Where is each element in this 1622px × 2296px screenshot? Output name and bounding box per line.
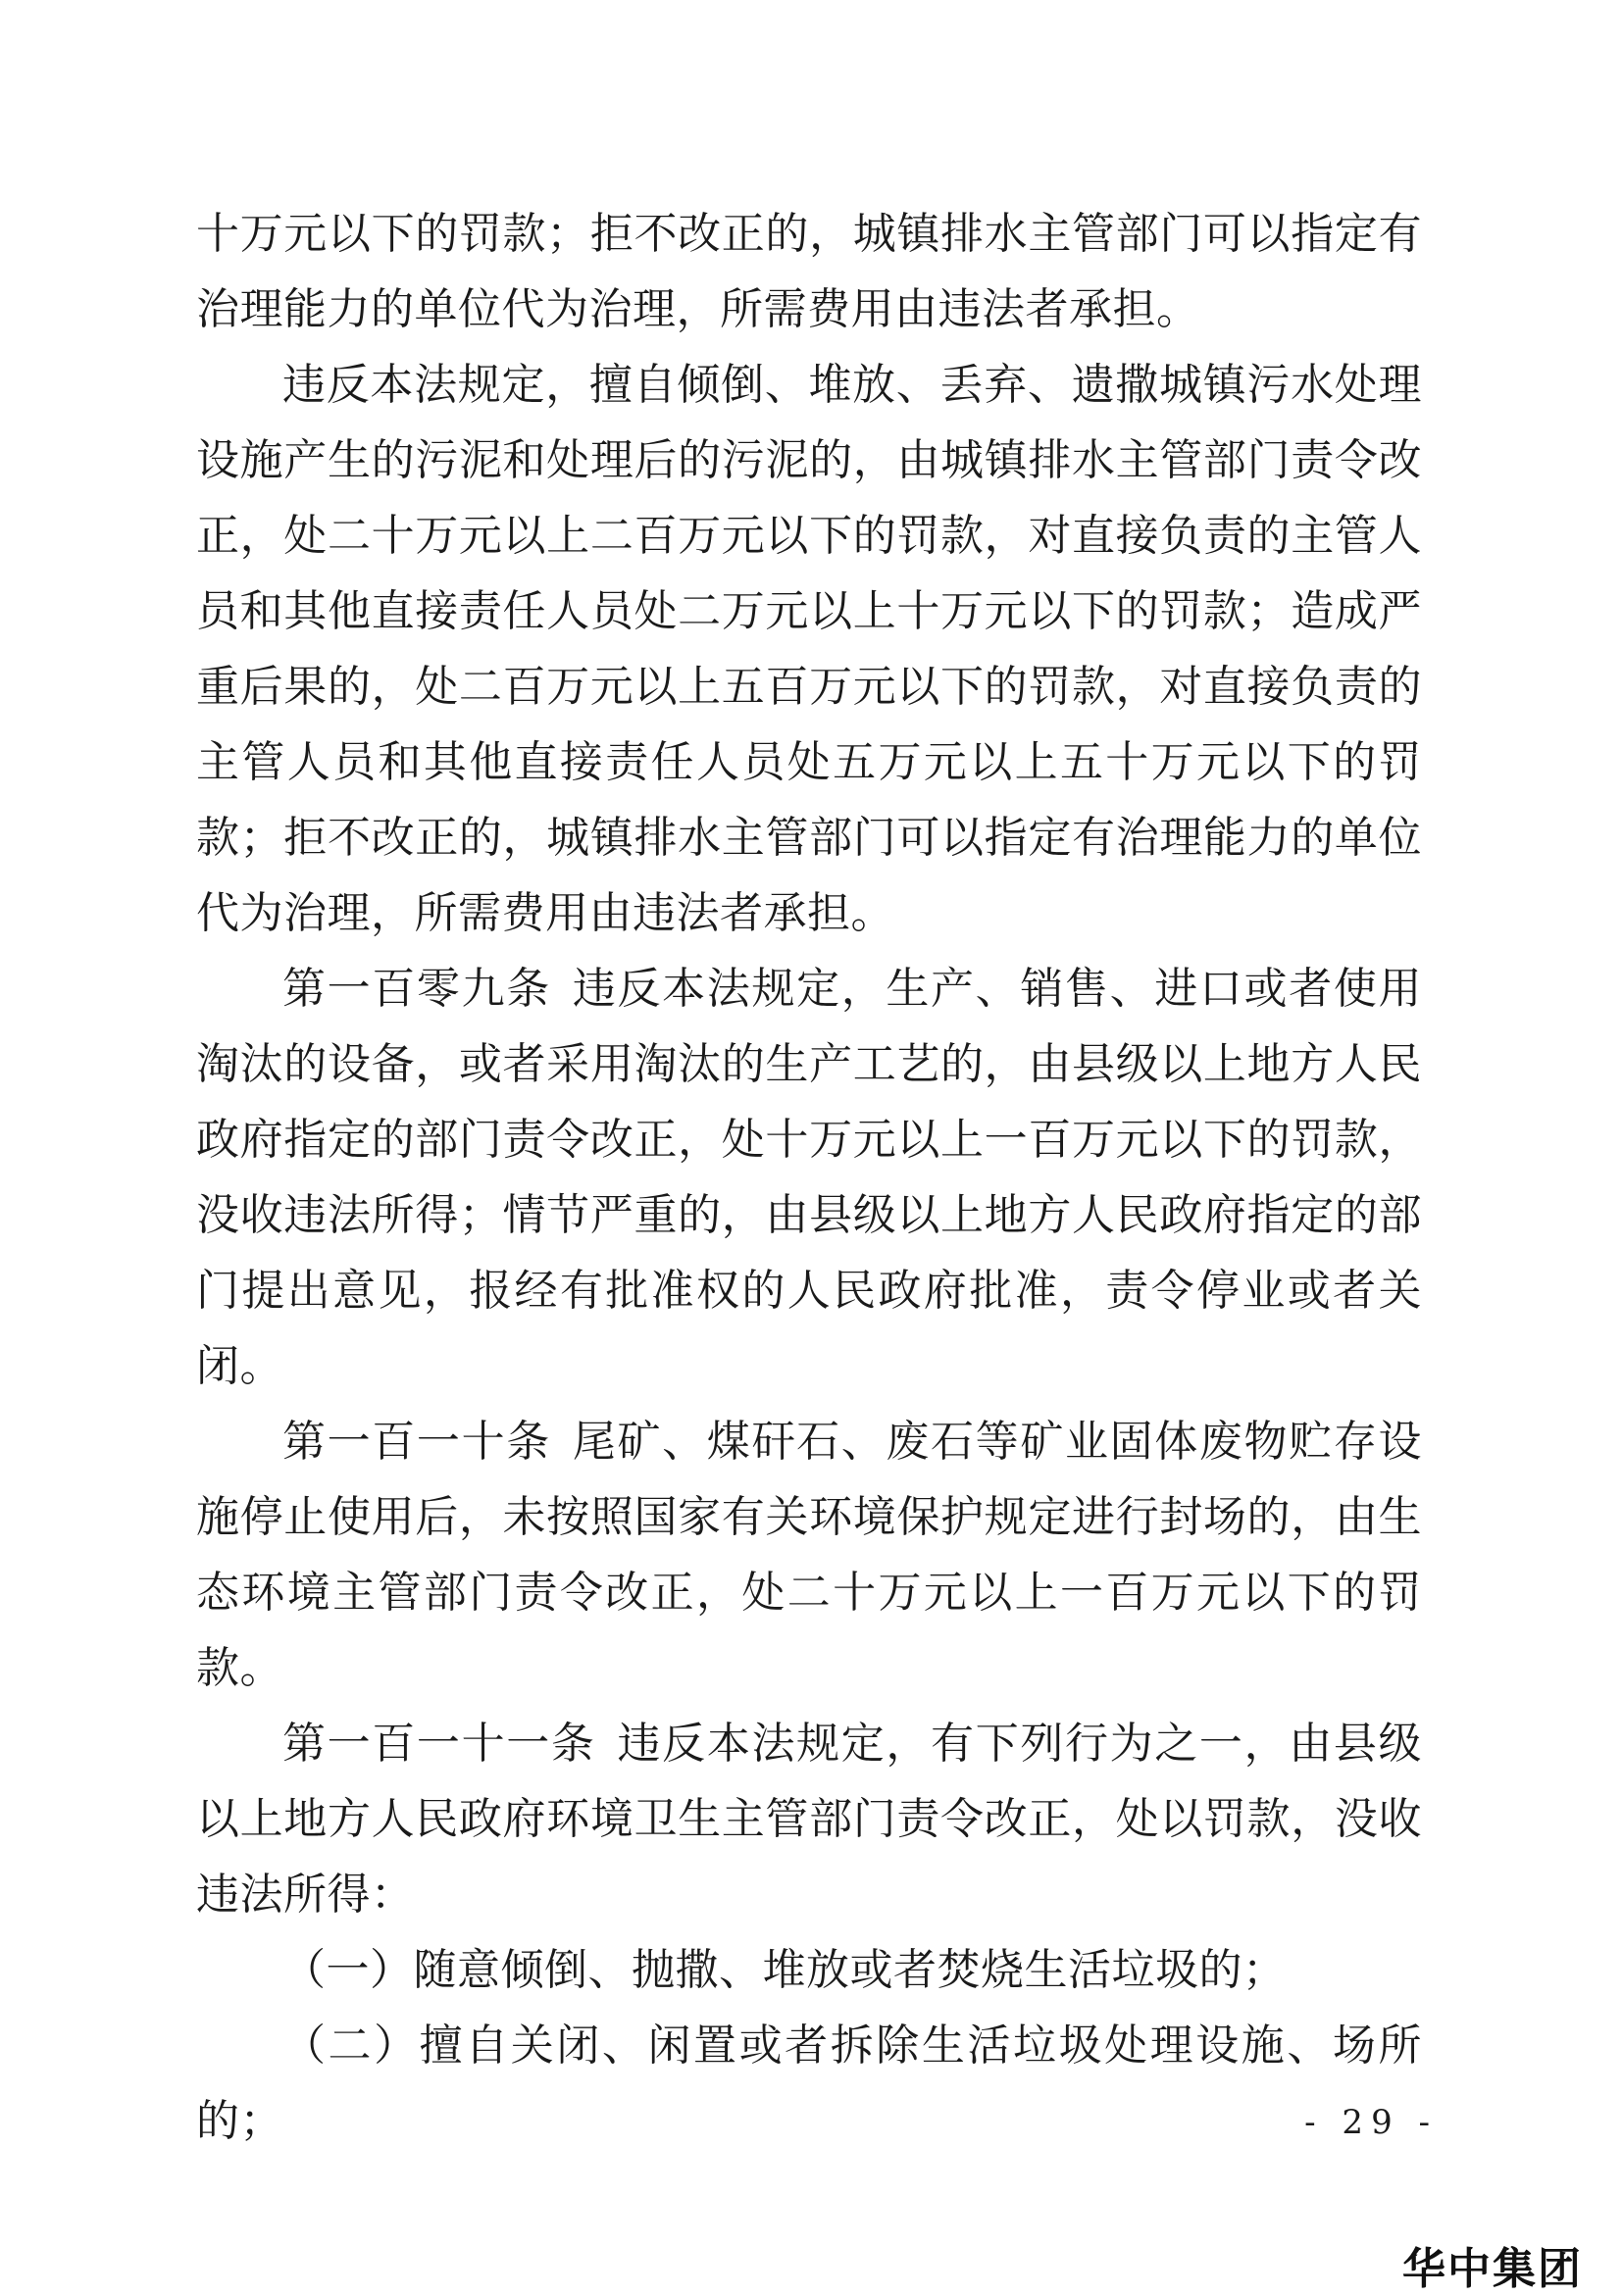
page-number: - 29 - xyxy=(1304,2103,1438,2142)
article-number: 第一百零九条 xyxy=(282,964,551,1014)
paragraph-text: 十万元以下的罚款；拒不改正的，城镇排水主管部门可以指定有治理能力的单位代为治理，所需费用由违法者承担。 xyxy=(196,209,1422,334)
article-111 xyxy=(196,1706,1422,1932)
paragraph-2 xyxy=(196,347,1422,951)
paragraph-text: 违反本法规定，擅自倾倒、堆放、丢弃、遗撒城镇污水处理设施产生的污泥和处理后的污泥的，由城镇排水主管部门责令改正，处二十万元以上二百万元以下的罚款，对直接负责的主管人员和其他直接责任人员处二万元以上十万元以下的罚款；造成严重后果的，处二百万元以上五百万元以下的罚款，对直接负责的主管人员和其他直接责任人员处五万元以上五十万元以下的罚款；拒不改正的，城镇排水主管部门可以指定有治理能力的单位代为治理，所需费用由违法者承担。 xyxy=(196,360,1422,938)
list-item-1 xyxy=(196,1932,1422,2008)
paragraph-text: 尾矿、煤矸石、废石等矿业固体废物贮存设施停止使用后，未按照国家有关环境保护规定进行封场的，由生态环境主管部门责令改正，处二十万元以上一百万元以下的罚款。 xyxy=(196,1417,1422,1693)
article-109 xyxy=(196,951,1422,1404)
paragraph-text: 违反本法规定，生产、销售、进口或者使用淘汰的设备，或者采用淘汰的生产工艺的，由县级以上地方人民政府指定的部门责令改正，处十万元以上一百万元以下的罚款，没收违法所得；情节严重的，由县级以上地方人民政府指定的部门提出意见，报经有批准权的人民政府批准，责令停业或者关闭。 xyxy=(196,964,1422,1391)
article-number: 第一百一十一条 xyxy=(282,1719,596,1769)
paragraph-text: （二）擅自关闭、闲置或者拆除生活垃圾处理设施、场所的； xyxy=(196,2021,1422,2146)
article-number: 第一百一十条 xyxy=(282,1417,551,1467)
company-watermark: 华中集团 xyxy=(1402,2244,1583,2294)
list-item-2 xyxy=(196,2008,1422,2159)
paragraph-text: 违反本法规定，有下列行为之一，由县级以上地方人民政府环境卫生主管部门责令改正，处以罚款，没收违法所得： xyxy=(196,1719,1423,1920)
paragraph-text: （一）随意倾倒、抛撒、堆放或者焚烧生活垃圾的； xyxy=(282,1945,1287,1995)
article-110 xyxy=(196,1404,1422,1706)
paragraph-1 xyxy=(196,196,1422,347)
